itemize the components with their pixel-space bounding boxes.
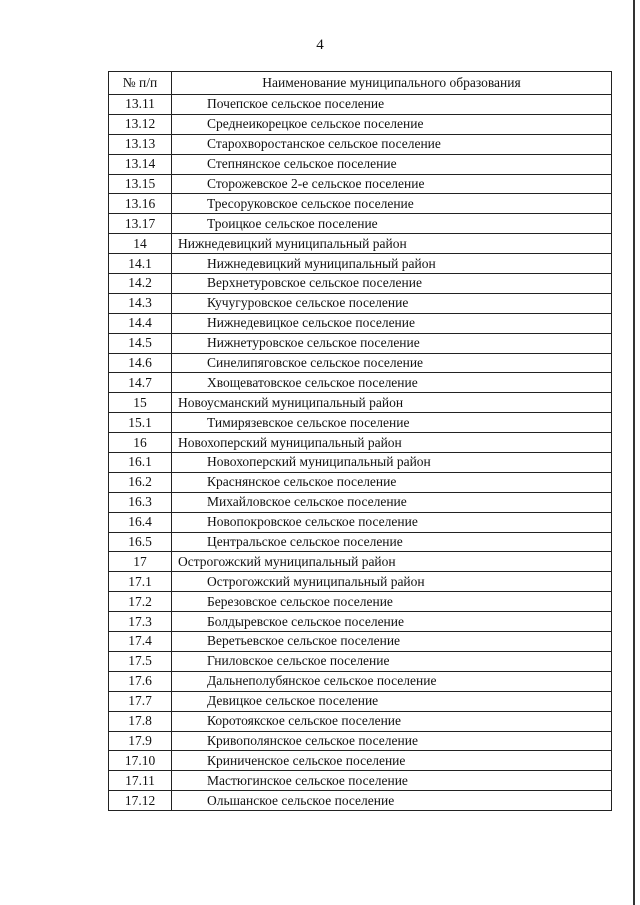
settlement-name: Гниловское сельское поселение xyxy=(172,651,612,671)
row-number: 13.14 xyxy=(109,154,172,174)
row-number: 16.3 xyxy=(109,492,172,512)
settlement-name: Старохворостанское сельское поселение xyxy=(172,134,612,154)
table-row xyxy=(109,333,612,353)
municipalities-table xyxy=(108,71,612,811)
row-number: 16.1 xyxy=(109,453,172,473)
table-row xyxy=(109,194,612,214)
row-number: 13.11 xyxy=(109,95,172,115)
row-number: 17.7 xyxy=(109,691,172,711)
row-number: 13.12 xyxy=(109,114,172,134)
settlement-name: Новохоперский муниципальный район xyxy=(172,453,612,473)
settlement-name: Нижнетуровское сельское поселение xyxy=(172,333,612,353)
settlement-name: Троицкое сельское поселение xyxy=(172,214,612,234)
table-row xyxy=(109,691,612,711)
table-row xyxy=(109,174,612,194)
row-number: 17.3 xyxy=(109,612,172,632)
settlement-name: Среднеикорецкое сельское поселение xyxy=(172,114,612,134)
settlement-name: Болдыревское сельское поселение xyxy=(172,612,612,632)
settlement-name: Синелипяговское сельское поселение xyxy=(172,353,612,373)
table-row xyxy=(109,274,612,294)
table-row xyxy=(109,592,612,612)
settlement-name: Степнянское сельское поселение xyxy=(172,154,612,174)
table-header-row xyxy=(109,72,612,95)
settlement-name: Нижнедевицкое сельское поселение xyxy=(172,313,612,333)
row-number: 17.4 xyxy=(109,632,172,652)
settlement-name: Кривополянское сельское поселение xyxy=(172,731,612,751)
row-number: 14.5 xyxy=(109,333,172,353)
header-number: № п/п xyxy=(109,72,172,95)
settlement-name: Дальнеполубянское сельское поселение xyxy=(172,671,612,691)
row-number: 17.11 xyxy=(109,771,172,791)
table-row xyxy=(109,632,612,652)
table-row xyxy=(109,95,612,115)
row-number: 16.5 xyxy=(109,532,172,552)
row-number: 14 xyxy=(109,234,172,254)
table-row xyxy=(109,254,612,274)
row-number: 14.6 xyxy=(109,353,172,373)
settlement-name: Острогожский муниципальный район xyxy=(172,572,612,592)
table-row xyxy=(109,313,612,333)
settlement-name: Кучугуровское сельское поселение xyxy=(172,293,612,313)
settlement-name: Тресоруковское сельское поселение xyxy=(172,194,612,214)
table-row xyxy=(109,552,612,572)
district-name: Новохоперский муниципальный район xyxy=(172,433,612,453)
table-row xyxy=(109,293,612,313)
table-row xyxy=(109,214,612,234)
table-row xyxy=(109,512,612,532)
table-row xyxy=(109,671,612,691)
row-number: 17 xyxy=(109,552,172,572)
table-body xyxy=(109,95,612,811)
district-name: Острогожский муниципальный район xyxy=(172,552,612,572)
table-row xyxy=(109,711,612,731)
settlement-name: Сторожевское 2-е сельское поселение xyxy=(172,174,612,194)
table-row xyxy=(109,731,612,751)
header-name: Наименование муниципального образования xyxy=(172,72,612,95)
row-number: 16 xyxy=(109,433,172,453)
settlement-name: Девицкое сельское поселение xyxy=(172,691,612,711)
table-row xyxy=(109,532,612,552)
table-row xyxy=(109,234,612,254)
settlement-name: Березовское сельское поселение xyxy=(172,592,612,612)
row-number: 13.17 xyxy=(109,214,172,234)
settlement-name: Веретьевское сельское поселение xyxy=(172,632,612,652)
settlement-name: Мастюгинское сельское поселение xyxy=(172,771,612,791)
table-row xyxy=(109,751,612,771)
settlement-name: Почепское сельское поселение xyxy=(172,95,612,115)
district-name: Новоусманский муниципальный район xyxy=(172,393,612,413)
settlement-name: Коротоякское сельское поселение xyxy=(172,711,612,731)
row-number: 17.10 xyxy=(109,751,172,771)
row-number: 17.8 xyxy=(109,711,172,731)
row-number: 13.13 xyxy=(109,134,172,154)
table-row xyxy=(109,373,612,393)
settlement-name: Михайловское сельское поселение xyxy=(172,492,612,512)
table-row xyxy=(109,393,612,413)
scan-edge-line xyxy=(633,0,635,905)
row-number: 17.6 xyxy=(109,671,172,691)
row-number: 17.9 xyxy=(109,731,172,751)
table-row xyxy=(109,651,612,671)
settlement-name: Краснянское сельское поселение xyxy=(172,472,612,492)
row-number: 17.5 xyxy=(109,651,172,671)
row-number: 17.2 xyxy=(109,592,172,612)
row-number: 15.1 xyxy=(109,413,172,433)
table-row xyxy=(109,612,612,632)
settlement-name: Ольшанское сельское поселение xyxy=(172,791,612,811)
row-number: 14.2 xyxy=(109,274,172,294)
settlement-name: Нижнедевицкий муниципальный район xyxy=(172,254,612,274)
settlement-name: Верхнетуровское сельское поселение xyxy=(172,274,612,294)
row-number: 16.2 xyxy=(109,472,172,492)
row-number: 14.3 xyxy=(109,293,172,313)
settlement-name: Хвощеватовское сельское поселение xyxy=(172,373,612,393)
table-row xyxy=(109,353,612,373)
table-row xyxy=(109,134,612,154)
page-number: 4 xyxy=(316,37,324,53)
row-number: 14.7 xyxy=(109,373,172,393)
table-row xyxy=(109,771,612,791)
row-number: 14.4 xyxy=(109,313,172,333)
row-number: 17.1 xyxy=(109,572,172,592)
settlement-name: Новопокровское сельское поселение xyxy=(172,512,612,532)
table-row xyxy=(109,572,612,592)
table-row xyxy=(109,413,612,433)
table-row xyxy=(109,154,612,174)
table-row xyxy=(109,791,612,811)
table-row xyxy=(109,472,612,492)
settlement-name: Криниченское сельское поселение xyxy=(172,751,612,771)
row-number: 15 xyxy=(109,393,172,413)
table-row xyxy=(109,492,612,512)
row-number: 14.1 xyxy=(109,254,172,274)
row-number: 16.4 xyxy=(109,512,172,532)
district-name: Нижнедевицкий муниципальный район xyxy=(172,234,612,254)
table-row xyxy=(109,453,612,473)
table-row xyxy=(109,433,612,453)
row-number: 13.15 xyxy=(109,174,172,194)
table-row xyxy=(109,114,612,134)
row-number: 17.12 xyxy=(109,791,172,811)
settlement-name: Центральское сельское поселение xyxy=(172,532,612,552)
settlement-name: Тимирязевское сельское поселение xyxy=(172,413,612,433)
row-number: 13.16 xyxy=(109,194,172,214)
